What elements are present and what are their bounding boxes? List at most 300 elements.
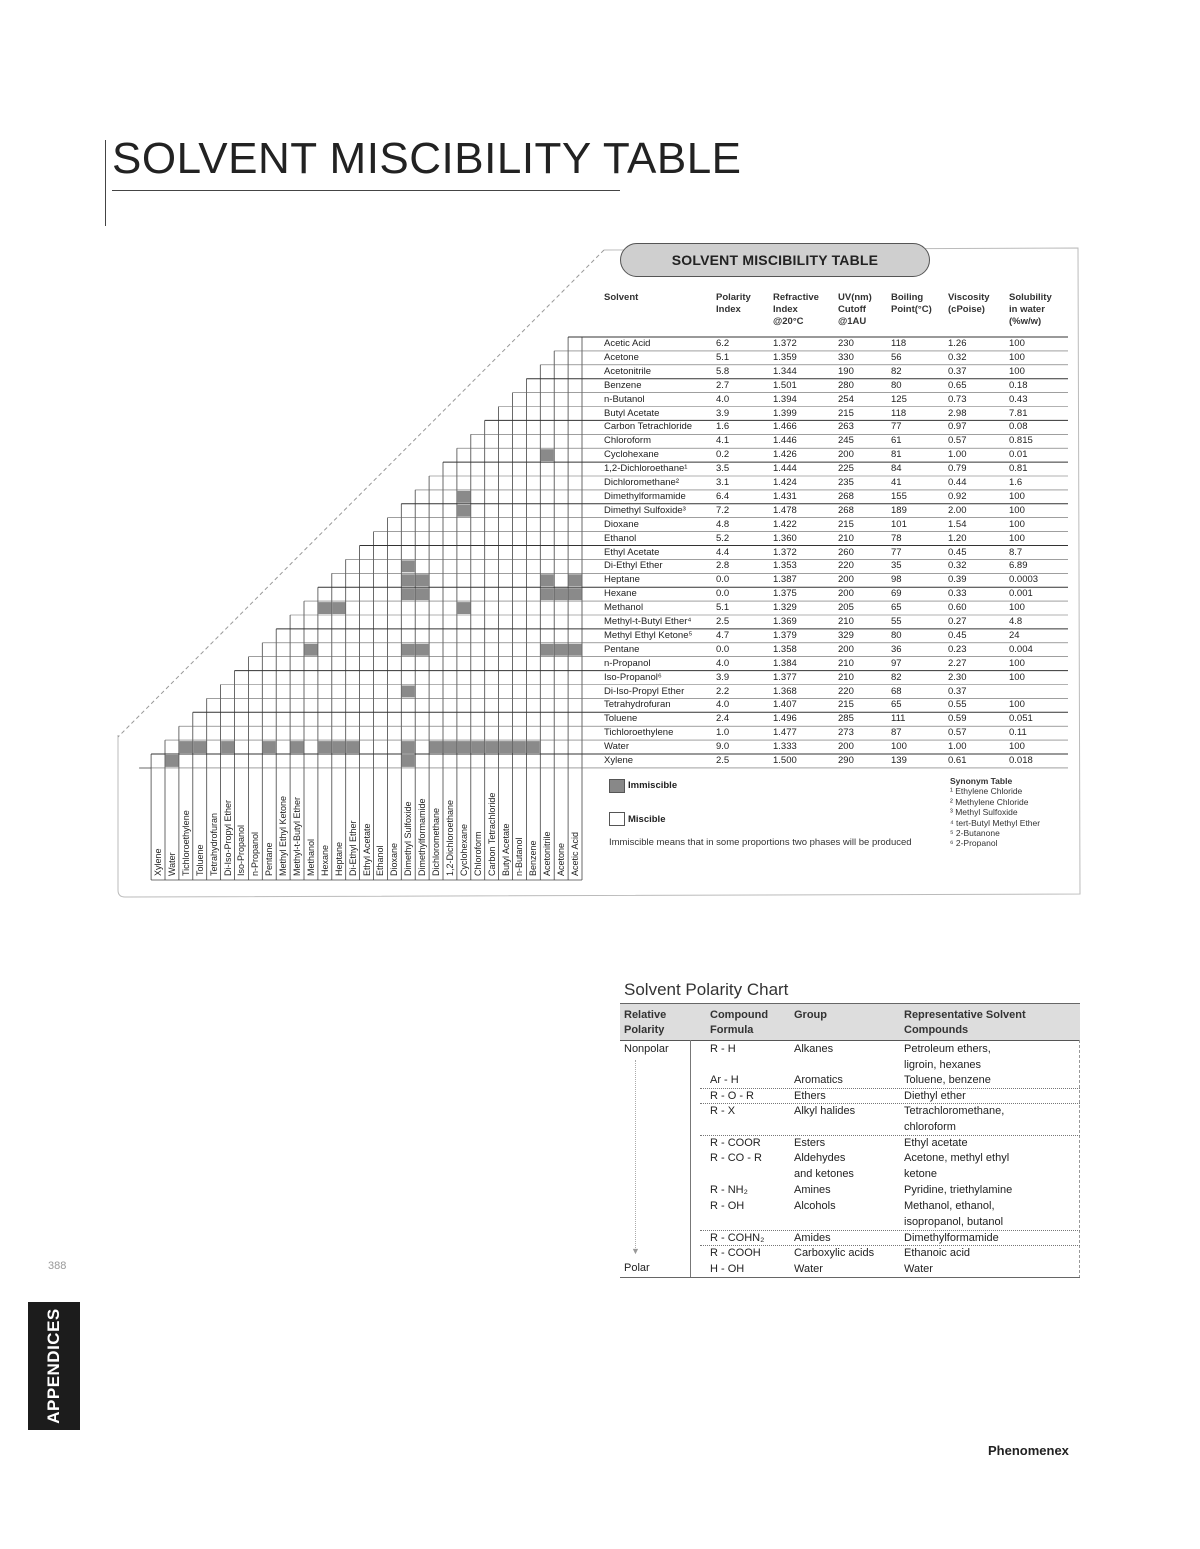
- pc-header-group: Group: [794, 1009, 827, 1021]
- solvent-name: Ethyl Acetate: [604, 546, 660, 558]
- pc-divider: [690, 1040, 691, 1278]
- solvent-sol: 100: [1009, 518, 1025, 530]
- solvent-visc: 0.59: [948, 713, 967, 725]
- solvent-ri: 1.422: [773, 518, 797, 530]
- immiscible-cell: [318, 741, 331, 753]
- solvent-pi: 2.7: [716, 379, 730, 391]
- solvent-sol: 4.8: [1009, 616, 1023, 627]
- pc-formula: R - COOR: [710, 1137, 761, 1149]
- vertical-column-label: n-Propanol: [250, 831, 261, 876]
- immiscible-cell: [332, 741, 345, 753]
- solvent-visc: 0.45: [948, 546, 967, 558]
- pc-row-separator: [700, 1135, 1080, 1136]
- synonym-item: ⁶ 2-Propanol: [950, 838, 998, 849]
- synonym-item: ¹ Ethylene Chloride: [950, 786, 1023, 797]
- solvent-visc: 1.26: [948, 338, 967, 349]
- page-number: 388: [48, 1260, 67, 1272]
- solvent-name: Dichloromethane²: [604, 477, 679, 488]
- solvent-visc: 0.73: [948, 393, 967, 405]
- pc-formula: R - CO - R: [710, 1152, 762, 1164]
- vertical-column-label: Di-Ethyl Ether: [347, 820, 358, 876]
- col-solvent: Solvent: [604, 292, 639, 303]
- solvent-visc: 2.27: [948, 657, 967, 669]
- solvent-uv: 235: [838, 477, 854, 488]
- pc-formula: H - OH: [710, 1263, 745, 1275]
- solvent-visc: 0.39: [948, 574, 967, 586]
- solvent-sol: 0.08: [1009, 421, 1028, 433]
- solvent-ri: 1.426: [773, 449, 797, 461]
- solvent-name: Acetone: [604, 351, 639, 363]
- solvent-sol: 24: [1009, 629, 1020, 641]
- pc-group: Amides: [794, 1232, 831, 1244]
- vertical-column-label: Dimethyl Sulfoxide: [403, 801, 414, 876]
- solvent-pi: 3.9: [716, 407, 730, 419]
- solvent-ri: 1.358: [773, 643, 797, 655]
- solvent-ri: 1.360: [773, 532, 797, 544]
- col-uv: UV(nm) Cutoff @1AU: [838, 292, 872, 327]
- synonym-title: Synonym Table: [950, 776, 1013, 786]
- pc-compounds: Toluene, benzene: [904, 1074, 991, 1086]
- solvent-sol: 0.051: [1009, 713, 1033, 725]
- pc-bottom-rule: [620, 1277, 1080, 1278]
- solvent-name: Pentane: [604, 643, 640, 655]
- solvent-ri: 1.375: [773, 588, 797, 600]
- solvent-ri: 1.444: [773, 463, 797, 475]
- solvent-bp: 61: [891, 435, 902, 447]
- solvent-ri: 1.372: [773, 338, 797, 349]
- solvent-sol: 100: [1009, 338, 1025, 349]
- immiscible-note: Immiscible means that in some proportions two phases will be produced: [609, 837, 912, 848]
- vertical-column-label: Toluene: [194, 844, 205, 876]
- solvent-pi: 6.4: [716, 490, 730, 502]
- solvent-visc: 1.20: [948, 532, 967, 544]
- immiscible-label: Immiscible: [628, 780, 678, 791]
- pc-formula: R - O - R: [710, 1090, 754, 1102]
- vertical-column-label: Acetone: [556, 842, 567, 876]
- solvent-uv: 215: [838, 699, 854, 711]
- immiscible-cell: [402, 560, 415, 572]
- synonym-table: [950, 776, 1040, 849]
- solvent-uv: 220: [838, 560, 854, 572]
- immiscible-cell: [499, 741, 512, 753]
- vertical-column-label: Ethanol: [375, 845, 386, 876]
- solvent-bp: 65: [891, 602, 902, 614]
- solvent-pi: 0.0: [716, 588, 730, 600]
- pc-group: Carboxylic acids: [794, 1247, 875, 1259]
- solvent-bp: 82: [891, 671, 902, 683]
- pc-formula: Ar - H: [710, 1074, 739, 1086]
- solvent-visc: 0.57: [948, 435, 967, 447]
- solvent-uv: 205: [838, 602, 854, 614]
- solvent-bp: 41: [891, 477, 902, 488]
- solvent-sol: 100: [1009, 699, 1025, 711]
- solvent-pi: 3.1: [716, 477, 730, 488]
- solvent-visc: 0.32: [948, 351, 967, 363]
- page-title: SOLVENT MISCIBILITY TABLE: [112, 134, 742, 183]
- vertical-column-label: Water: [166, 852, 177, 876]
- solvent-visc: 0.55: [948, 699, 967, 711]
- solvent-sol: 100: [1009, 365, 1025, 377]
- solvent-pi: 0.0: [716, 574, 730, 586]
- immiscible-cell: [430, 741, 443, 753]
- solvent-visc: 0.37: [948, 685, 967, 697]
- solvent-uv: 215: [838, 518, 854, 530]
- solvent-uv: 280: [838, 379, 854, 391]
- pc-group: Water: [794, 1263, 823, 1275]
- solvent-uv: 200: [838, 574, 854, 586]
- solvent-visc: 1.54: [948, 518, 967, 530]
- pc-group: Esters: [794, 1137, 826, 1149]
- immiscible-cell: [332, 602, 345, 614]
- solvent-name: Carbon Tetrachloride: [604, 421, 693, 433]
- solvent-bp: 97: [891, 657, 902, 669]
- solvent-name: Di-Ethyl Ether: [604, 560, 663, 572]
- vertical-column-label: Dioxane: [389, 842, 400, 876]
- vertical-column-label: Hexane: [319, 844, 330, 876]
- pc-group: Aromatics: [794, 1074, 843, 1086]
- synonym-item: ² Methylene Chloride: [950, 796, 1029, 807]
- pc-compounds: Tetrachloromethane, chloroform: [904, 1105, 1005, 1133]
- pc-row-separator: [700, 1230, 1080, 1231]
- solvent-bp: 155: [891, 490, 907, 502]
- pc-row-separator: [700, 1245, 1080, 1246]
- solvent-sol: 100: [1009, 351, 1025, 363]
- solvent-name: Dimethyl Sulfoxide³: [604, 504, 686, 516]
- immiscible-cell: [346, 741, 359, 753]
- solvent-pi: 4.0: [716, 657, 730, 669]
- polarity-chart-header: [620, 1003, 1080, 1041]
- solvent-name: Chloroform: [604, 435, 651, 447]
- immiscible-cell: [402, 755, 415, 767]
- panel-diagonal: [118, 250, 604, 737]
- pc-formula: R - X: [710, 1105, 736, 1117]
- col-viscosity: Viscosity (cPoise): [948, 292, 990, 315]
- solvent-name: Di-Iso-Propyl Ether: [604, 685, 685, 697]
- solvent-visc: 0.44: [948, 477, 967, 488]
- solvent-visc: 0.60: [948, 602, 967, 614]
- solvent-sol: 100: [1009, 602, 1025, 614]
- pc-compounds: Methanol, ethanol, isopropanol, butanol: [904, 1200, 1004, 1228]
- solvent-name: Methyl Ethyl Ketone⁵: [604, 629, 693, 641]
- pc-formula: R - COOH: [710, 1247, 761, 1259]
- solvent-bp: 87: [891, 727, 902, 739]
- solvent-uv: 263: [838, 421, 854, 433]
- immiscible-cell: [221, 741, 234, 753]
- solvent-visc: 0.37: [948, 365, 967, 377]
- solvent-uv: 273: [838, 727, 854, 739]
- immiscible-cell: [402, 644, 415, 656]
- solvent-ri: 1.424: [773, 477, 797, 488]
- immiscible-cell: [485, 741, 498, 753]
- solvent-uv: 210: [838, 657, 854, 669]
- solvent-uv: 220: [838, 685, 854, 697]
- solvent-pi: 2.8: [716, 560, 730, 572]
- solvent-name: 1,2-Dichloroethane¹: [604, 463, 688, 475]
- solvent-uv: 200: [838, 588, 854, 600]
- solvent-sol: 100: [1009, 671, 1025, 683]
- pc-formula: R - OH: [710, 1200, 745, 1212]
- solvent-ri: 1.372: [773, 546, 797, 558]
- immiscible-cell: [416, 644, 429, 656]
- pc-polar: Polar: [624, 1262, 650, 1274]
- solvent-sol: 100: [1009, 490, 1025, 502]
- solvent-name: Acetic Acid: [604, 338, 651, 349]
- solvent-visc: 0.57: [948, 727, 967, 739]
- solvent-name: n-Propanol: [604, 657, 651, 669]
- pc-row-separator: [700, 1103, 1080, 1104]
- solvent-uv: 210: [838, 532, 854, 544]
- pc-group: Alkyl halides: [794, 1105, 856, 1117]
- pc-compounds: Dimethylformamide: [904, 1232, 999, 1244]
- appendices-label: APPENDICES: [44, 1308, 63, 1424]
- solvent-pi: 3.9: [716, 671, 730, 683]
- solvent-ri: 1.500: [773, 755, 797, 766]
- solvent-visc: 2.00: [948, 504, 967, 516]
- solvent-ri: 1.333: [773, 741, 797, 753]
- solvent-bp: 118: [891, 338, 907, 349]
- solvent-uv: 200: [838, 741, 854, 753]
- solvent-ri: 1.329: [773, 602, 797, 614]
- solvent-ri: 1.407: [773, 699, 797, 711]
- miscible-swatch: [609, 812, 625, 826]
- solvent-visc: 0.27: [948, 616, 967, 627]
- vertical-column-label: Di-Iso-Propyl Ether: [222, 799, 233, 876]
- immiscible-cell: [555, 588, 568, 600]
- solvent-sol: 100: [1009, 504, 1025, 516]
- solvent-name: Xylene: [604, 755, 634, 766]
- immiscible-cell: [457, 602, 470, 614]
- vertical-column-label: Heptane: [333, 841, 344, 876]
- solvent-bp: 77: [891, 421, 902, 433]
- immiscible-cell: [416, 574, 429, 586]
- brand-logo: Phenomenex: [988, 1443, 1069, 1458]
- pc-compounds: Ethanoic acid: [904, 1247, 971, 1259]
- solvent-visc: 0.23: [948, 643, 967, 655]
- solvent-bp: 189: [891, 504, 907, 516]
- col-boiling: Boiling Point(°C): [891, 292, 932, 315]
- solvent-sol: 0.11: [1009, 727, 1027, 739]
- pc-formula: R - COHN₂: [710, 1232, 765, 1244]
- solvent-uv: 290: [838, 755, 854, 766]
- solvent-visc: 2.98: [948, 407, 967, 419]
- solvent-bp: 55: [891, 616, 902, 627]
- solvent-sol: 0.018: [1009, 755, 1033, 766]
- col-refractive: Refractive Index @20°C: [773, 292, 819, 327]
- solvent-pi: 9.0: [716, 741, 730, 753]
- solvent-visc: 0.45: [948, 629, 967, 641]
- immiscible-cell: [541, 574, 554, 586]
- solvent-pi: 5.1: [716, 602, 730, 614]
- vertical-column-label: Dimethylformamide: [417, 798, 428, 876]
- vertical-column-label: Acetonitrile: [542, 831, 553, 876]
- solvent-ri: 1.384: [773, 657, 797, 669]
- solvent-uv: 210: [838, 616, 854, 627]
- solvent-sol: 0.004: [1009, 643, 1033, 655]
- solvent-ri: 1.377: [773, 671, 797, 683]
- solvent-visc: 0.97: [948, 421, 967, 433]
- immiscible-cell: [569, 574, 582, 586]
- solvent-name: Water: [604, 741, 629, 753]
- solvent-bp: 36: [891, 643, 902, 655]
- solvent-sol: 7.81: [1009, 407, 1028, 419]
- solvent-sol: 6.89: [1009, 560, 1028, 572]
- synonym-item: ³ Methyl Sulfoxide: [950, 807, 1018, 818]
- vertical-column-label: Benzene: [528, 840, 539, 876]
- immiscible-cell: [402, 588, 415, 600]
- solvent-ri: 1.496: [773, 713, 797, 725]
- pc-group: Ethers: [794, 1090, 826, 1102]
- immiscible-cell: [457, 741, 470, 753]
- solvent-uv: 254: [838, 393, 854, 405]
- solvent-pi: 4.1: [716, 435, 730, 447]
- polarity-arrow-icon: ▼: [631, 1246, 640, 1256]
- solvent-sol: 1.6: [1009, 477, 1023, 488]
- polarity-arrow-line: [635, 1060, 636, 1250]
- solvent-pi: 2.5: [716, 755, 730, 766]
- vertical-column-label: Chloroform: [472, 831, 483, 876]
- solvent-bp: 111: [891, 713, 906, 725]
- solvent-pi: 7.2: [716, 504, 730, 516]
- solvent-visc: 0.33: [948, 588, 967, 600]
- immiscible-cell: [402, 574, 415, 586]
- pc-compounds: Petroleum ethers, ligroin, hexanes: [904, 1043, 991, 1071]
- immiscible-cell: [193, 741, 206, 753]
- solvent-bp: 77: [891, 546, 902, 558]
- solvent-name: n-Butanol: [604, 393, 645, 405]
- solvent-name: Dioxane: [604, 518, 639, 530]
- immiscible-cell: [471, 741, 484, 753]
- solvent-ri: 1.431: [773, 490, 797, 502]
- immiscible-cell: [541, 588, 554, 600]
- solvent-uv: 268: [838, 504, 854, 516]
- solvent-visc: 0.32: [948, 560, 967, 572]
- solvent-name: Tichloroethylene: [604, 727, 674, 739]
- solvent-sol: 100: [1009, 657, 1025, 669]
- solvent-pi: 6.2: [716, 338, 730, 349]
- immiscible-cell: [179, 741, 192, 753]
- solvent-pi: 2.2: [716, 685, 730, 697]
- solvent-sol: 0.81: [1009, 463, 1028, 475]
- solvent-name: Ethanol: [604, 532, 637, 544]
- solvent-visc: 0.79: [948, 463, 967, 475]
- synonym-item: ⁴ tert-Butyl Methyl Ether: [950, 817, 1041, 828]
- solvent-visc: 0.92: [948, 490, 967, 502]
- immiscible-cell: [569, 588, 582, 600]
- synonym-item: ⁵ 2-Butanone: [950, 828, 1000, 839]
- vertical-column-label: Cyclohexane: [458, 823, 469, 876]
- solvent-uv: 225: [838, 463, 854, 475]
- miscible-label: Miscible: [628, 814, 666, 825]
- solvent-bp: 125: [891, 393, 907, 405]
- solvent-visc: 1.00: [948, 741, 967, 753]
- vertical-column-label: n-Butanol: [514, 837, 525, 876]
- solvent-name: Methyl-t-Butyl Ether⁴: [604, 616, 692, 627]
- solvent-ri: 1.478: [773, 504, 797, 516]
- vertical-column-label: Tichloroethylene: [180, 810, 191, 876]
- vertical-column-label: Methanol: [305, 838, 316, 876]
- immiscible-cell: [402, 741, 415, 753]
- solvent-ri: 1.387: [773, 574, 797, 586]
- solvent-uv: 330: [838, 351, 854, 363]
- solvent-bp: 101: [891, 518, 907, 530]
- pc-compounds: Acetone, methyl ethyl ketone: [904, 1152, 1010, 1180]
- pc-group: Amines: [794, 1184, 831, 1196]
- solvent-pi: 1.6: [716, 421, 730, 433]
- solvent-uv: 215: [838, 407, 854, 419]
- solvent-bp: 139: [891, 755, 907, 766]
- solvent-sol: 100: [1009, 532, 1025, 544]
- polarity-chart: [620, 1003, 1080, 1278]
- solvent-name: Butyl Acetate: [604, 407, 660, 419]
- vertical-column-label: Xylene: [153, 848, 164, 876]
- solvent-uv: 245: [838, 435, 854, 447]
- solvent-bp: 98: [891, 574, 902, 586]
- solvent-visc: 0.61: [948, 755, 967, 766]
- solvent-bp: 82: [891, 365, 902, 377]
- solvent-uv: 200: [838, 449, 854, 461]
- solvent-pi: 4.0: [716, 699, 730, 711]
- solvent-bp: 69: [891, 588, 902, 600]
- solvent-pi: 4.7: [716, 629, 730, 641]
- solvent-sol: 0.43: [1009, 393, 1028, 405]
- solvent-ri: 1.466: [773, 421, 797, 433]
- solvent-uv: 260: [838, 546, 854, 558]
- pc-formula: R - H: [710, 1043, 736, 1055]
- solvent-sol: 0.01: [1009, 449, 1028, 461]
- solvent-pi: 0.0: [716, 643, 730, 655]
- solvent-pi: 5.8: [716, 365, 730, 377]
- solvent-ri: 1.359: [773, 351, 797, 363]
- vertical-column-label: 1,2-Dichloroethane: [444, 799, 455, 876]
- solvent-ri: 1.369: [773, 616, 797, 627]
- solvent-uv: 329: [838, 629, 854, 641]
- vertical-column-label: Tetrahydrofuran: [208, 812, 219, 876]
- solvent-pi: 2.5: [716, 616, 730, 627]
- solvent-uv: 210: [838, 671, 854, 683]
- solvent-name: Hexane: [604, 588, 637, 600]
- immiscible-swatch: [609, 779, 625, 793]
- pc-header-compound-formula: Compound Formula: [710, 1009, 769, 1036]
- solvent-sol: 8.7: [1009, 546, 1023, 558]
- solvent-ri: 1.368: [773, 685, 797, 697]
- pc-group: Alkanes: [794, 1043, 834, 1055]
- pc-group: Aldehydes and ketones: [794, 1152, 854, 1180]
- solvent-bp: 35: [891, 560, 902, 572]
- solvent-ri: 1.353: [773, 560, 797, 572]
- immiscible-cell: [457, 505, 470, 517]
- solvent-ri: 1.344: [773, 365, 797, 377]
- solvent-name: Cyclohexane: [604, 449, 659, 461]
- pc-header-relative-polarity: Relative Polarity: [624, 1009, 667, 1036]
- solvent-name: Benzene: [604, 379, 642, 391]
- solvent-bp: 56: [891, 351, 902, 363]
- solvent-pi: 4.8: [716, 518, 730, 530]
- solvent-ri: 1.477: [773, 727, 797, 739]
- pc-header-representative: Representative Solvent Compounds: [904, 1009, 1026, 1036]
- solvent-sol: 100: [1009, 741, 1025, 753]
- immiscible-cell: [527, 741, 540, 753]
- immiscible-cell: [541, 644, 554, 656]
- solvent-ri: 1.446: [773, 435, 797, 447]
- immiscible-cell: [263, 741, 276, 753]
- vertical-column-label: Acetic Acid: [570, 831, 581, 876]
- immiscible-cell: [444, 741, 457, 753]
- solvent-pi: 4.0: [716, 393, 730, 405]
- miscibility-table-header: SOLVENT MISCIBILITY TABLE: [620, 243, 930, 277]
- immiscible-cell: [318, 602, 331, 614]
- immiscible-cell: [402, 686, 415, 698]
- immiscible-cell: [457, 491, 470, 503]
